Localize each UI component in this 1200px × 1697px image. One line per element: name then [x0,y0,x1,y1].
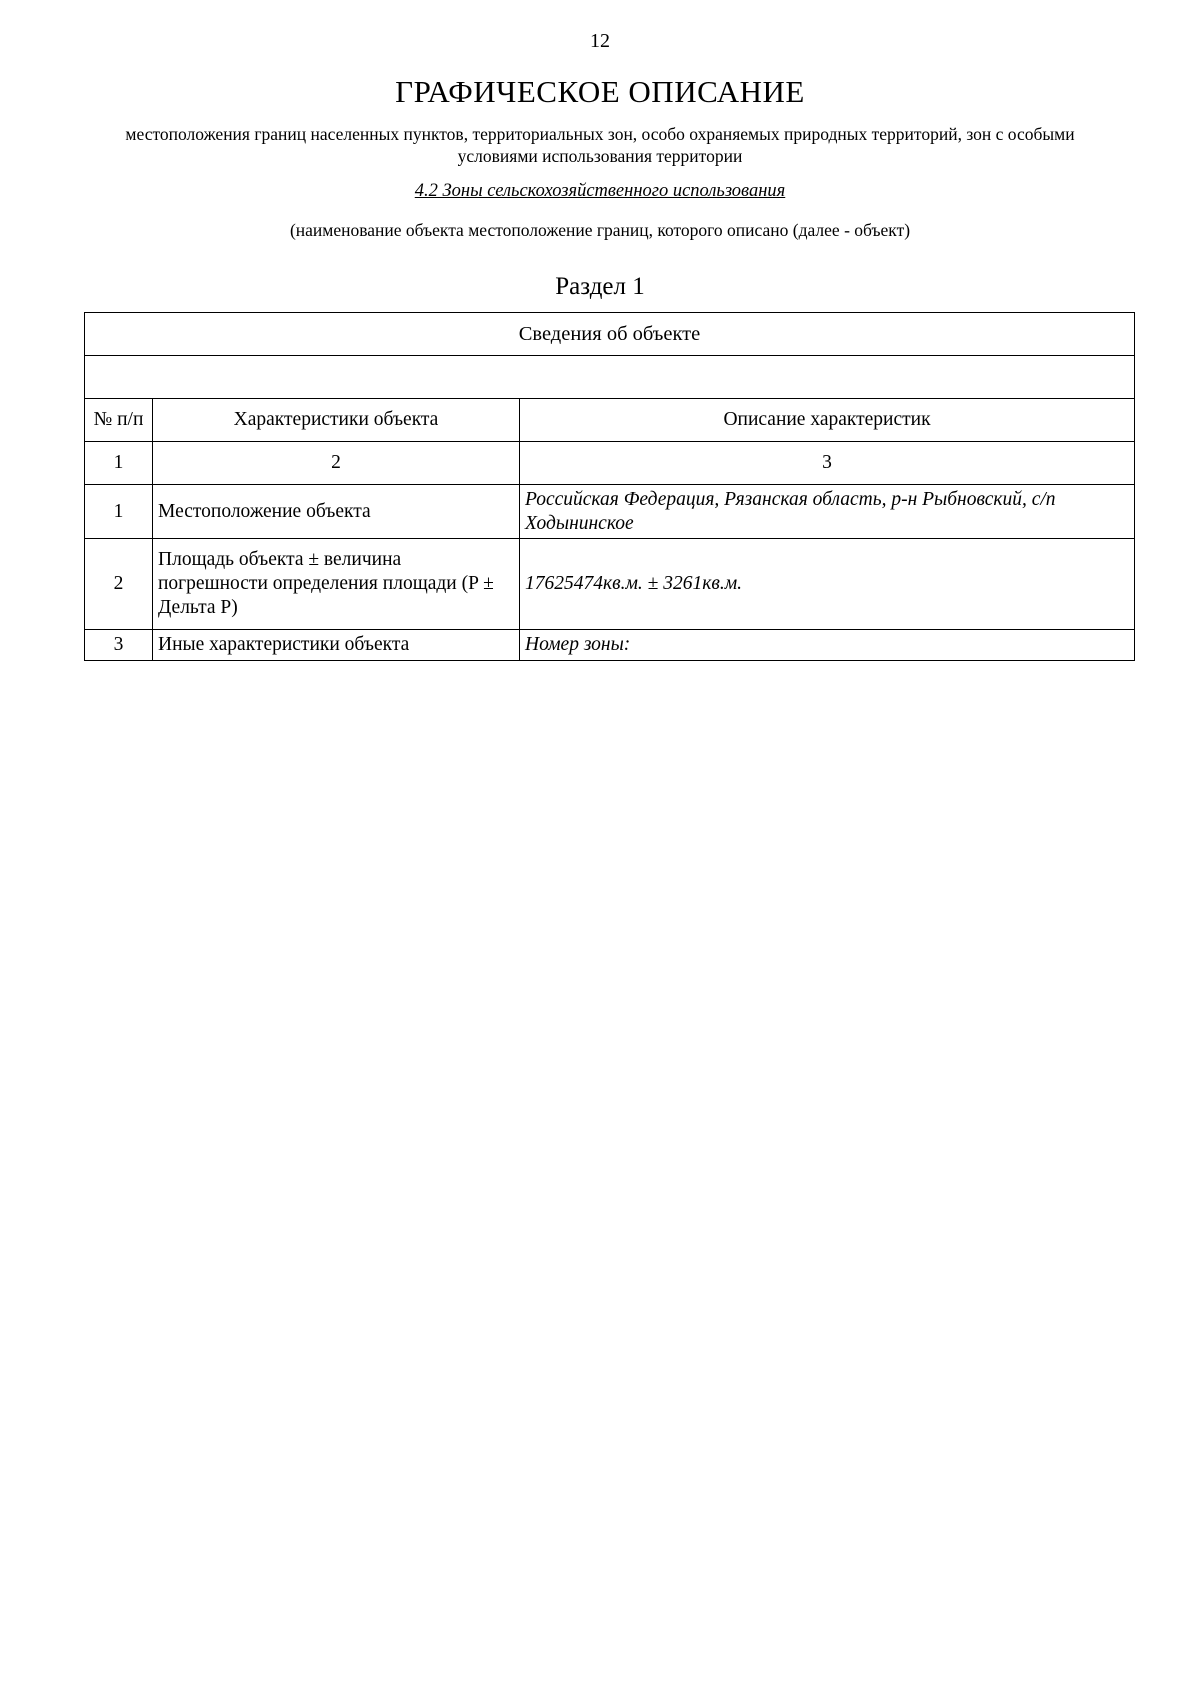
object-name: 4.2 Зоны сельскохозяйственного использования [414,181,786,201]
page-number: 12 [590,30,610,52]
table-row [85,485,1135,539]
row-characteristic: Площадь объекта ± величина погрешности определения площади (P ± Дельта P) [153,539,520,630]
row-number: 2 [85,539,153,630]
column-number-3: 3 [520,442,1135,485]
column-number-2: 2 [153,442,520,485]
table-row [85,630,1135,661]
table-numbering-row [85,442,1135,485]
object-name-caption: (наименование объекта местоположение границ, которого описано (далее - объект) [289,220,911,240]
row-description: Номер зоны: [520,630,1135,661]
table-row [85,539,1135,630]
row-number: 3 [85,630,153,661]
row-description: Российская Федерация, Рязанская область, р-н Рыбновский, с/п Ходынинское [520,485,1135,539]
document-title: ГРАФИЧЕСКОЕ ОПИСАНИЕ [395,74,805,109]
document-subtitle: местоположения границ населенных пунктов, территориальных зон, особо охраняемых природных территорий, зон с особыми условиями использования территории [125,124,1075,166]
row-description: 17625474кв.м. ± 3261кв.м. [520,539,1135,630]
table-banner-row [85,313,1135,356]
column-header-description: Описание характеристик [520,399,1135,442]
row-characteristic: Местоположение объекта [153,485,520,539]
row-characteristic: Иные характеристики объекта [153,630,520,661]
section-heading: Раздел 1 [555,273,645,300]
table-empty-row [85,356,1135,399]
row-number: 1 [85,485,153,539]
table-banner: Сведения об объекте [85,313,1135,356]
table-header-row [85,399,1135,442]
column-number-1: 1 [85,442,153,485]
column-header-number: № п/п [85,399,153,442]
column-header-characteristic: Характеристики объекта [153,399,520,442]
table-empty-cell [85,356,1135,399]
object-info-table [84,312,1135,661]
